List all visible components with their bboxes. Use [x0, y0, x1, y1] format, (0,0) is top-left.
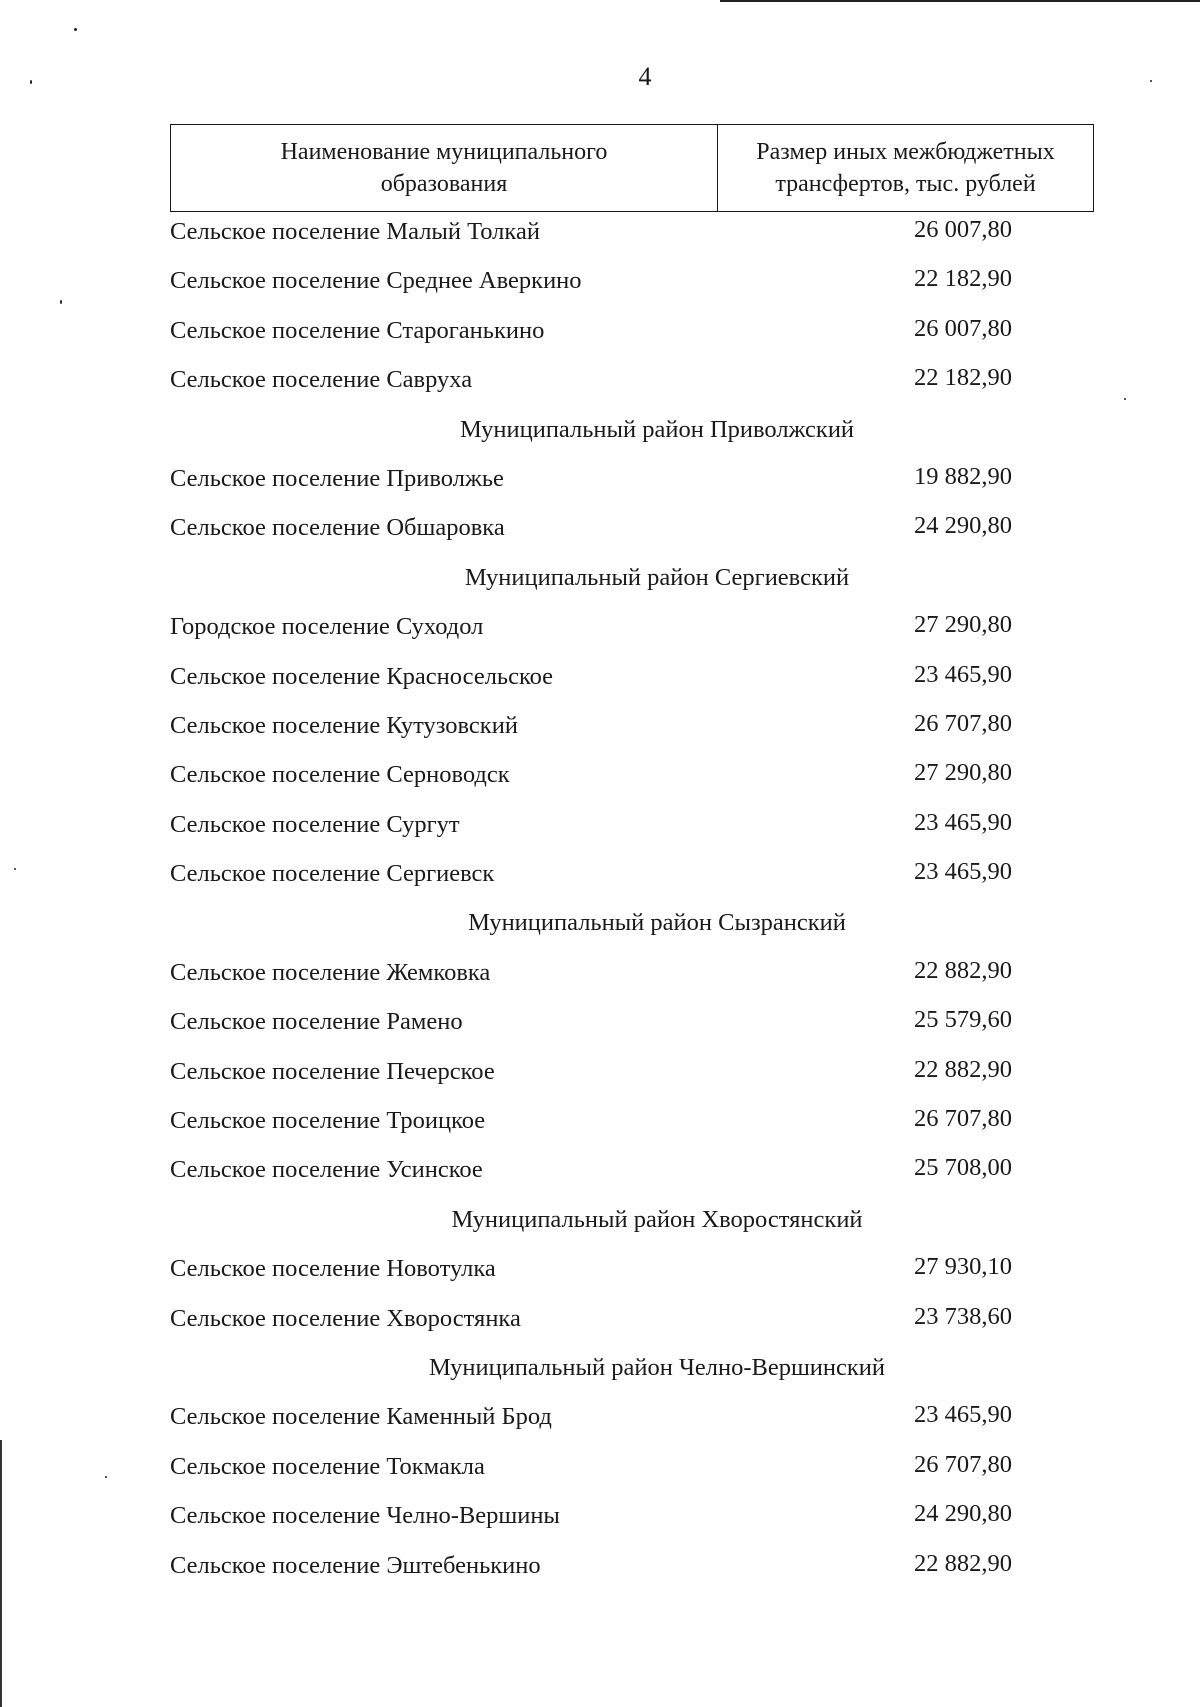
district-name: Муниципальный район Сызранский — [468, 909, 846, 937]
transfer-amount: 26 707,80 — [914, 1450, 1012, 1478]
settlement-name: Сельское поселение Каменный Брод — [170, 1403, 552, 1431]
transfer-amount: 25 708,00 — [914, 1154, 1012, 1182]
district-name: Муниципальный район Сергиевский — [464, 563, 850, 591]
settlement-name: Сельское поселение Староганькино — [170, 316, 545, 344]
header-name-column: Наименование муниципального образования — [171, 125, 718, 211]
table-row — [170, 1299, 1094, 1348]
table-header — [170, 124, 1094, 212]
table-row — [170, 706, 1094, 755]
district-heading-row — [170, 410, 1094, 459]
settlement-name: Сельское поселение Савруха — [170, 366, 473, 394]
transfer-amount: 27 930,10 — [914, 1253, 1012, 1281]
district-name: Муниципальный район Приволжский — [459, 415, 855, 443]
table-row — [170, 854, 1094, 903]
transfer-amount: 25 579,60 — [914, 1006, 1012, 1034]
transfer-amount: 22 882,90 — [914, 956, 1012, 984]
settlement-name: Сельское поселение Кутузовский — [170, 711, 518, 739]
header-value-column: Размер иных межбюджетных трансфертов, тыс. рублей — [756, 139, 1055, 197]
table-row — [170, 1447, 1094, 1496]
settlement-name: Сельское поселение Серноводск — [170, 761, 510, 789]
table-row — [170, 1249, 1094, 1298]
transfer-amount: 23 465,90 — [914, 858, 1012, 886]
table-row — [170, 805, 1094, 854]
transfer-amount: 19 882,90 — [914, 462, 1012, 490]
transfer-amount: 22 882,90 — [914, 1055, 1012, 1083]
settlement-name: Сельское поселение Токмакла — [170, 1452, 485, 1480]
transfer-amount: 27 290,80 — [914, 759, 1012, 787]
district-heading-row — [170, 1200, 1094, 1249]
table-row — [170, 1150, 1094, 1199]
settlement-name: Сельское поселение Рамено — [170, 1008, 463, 1036]
transfer-amount: 22 882,90 — [914, 1549, 1012, 1577]
table-row — [170, 1397, 1094, 1446]
transfer-amount: 23 465,90 — [914, 660, 1012, 688]
settlement-name: Сельское поселение Красносельское — [170, 662, 554, 690]
transfer-amount: 23 738,60 — [914, 1302, 1012, 1330]
page-number: 4 — [638, 62, 652, 91]
scan-edge-top — [720, 0, 1200, 2]
table-row — [170, 261, 1094, 310]
settlement-name: Сельское поселение Сергиевск — [170, 860, 495, 888]
settlement-name: Сельское поселение Троицкое — [170, 1107, 486, 1135]
table-row — [170, 360, 1094, 409]
scan-speck — [14, 868, 16, 870]
settlement-name: Сельское поселение Малый Толкай — [170, 218, 540, 245]
settlement-name: Сельское поселение Приволжье — [170, 464, 504, 492]
table-row — [170, 1101, 1094, 1150]
transfer-amount: 26 707,80 — [914, 709, 1012, 737]
settlement-name: Сельское поселение Среднее Аверкино — [170, 267, 582, 295]
table-row — [170, 1002, 1094, 1051]
transfer-amount: 22 182,90 — [914, 265, 1012, 293]
table-row — [170, 1052, 1094, 1101]
table-row — [170, 311, 1094, 360]
table-row — [170, 212, 1094, 261]
scan-speck — [105, 1476, 107, 1478]
transfer-amount: 24 290,80 — [914, 1500, 1012, 1528]
settlement-name: Городское поселение Суходол — [170, 613, 484, 641]
table-row — [170, 755, 1094, 804]
scan-speck — [60, 300, 62, 304]
settlement-name: Сельское поселение Хворостянка — [170, 1304, 521, 1332]
settlement-name: Сельское поселение Сургут — [170, 810, 460, 838]
transfer-amount: 23 465,90 — [914, 808, 1012, 836]
district-heading-row — [170, 903, 1094, 952]
table-row — [170, 1496, 1094, 1545]
table-row — [170, 657, 1094, 706]
settlement-name: Сельское поселение Эштебенькино — [170, 1551, 541, 1579]
transfer-amount: 23 465,90 — [914, 1401, 1012, 1429]
settlement-name: Сельское поселение Обшаровка — [170, 514, 505, 542]
transfer-amount: 26 007,80 — [914, 216, 1012, 243]
transfer-amount: 27 290,80 — [914, 611, 1012, 639]
table-row — [170, 459, 1094, 508]
settlement-name: Сельское поселение Новотулка — [170, 1255, 496, 1283]
table-body — [170, 212, 1094, 1595]
table-row — [170, 607, 1094, 656]
transfer-amount: 22 182,90 — [914, 364, 1012, 392]
transfer-amount: 26 707,80 — [914, 1105, 1012, 1133]
table-row — [170, 508, 1094, 557]
district-heading-row — [170, 558, 1094, 607]
transfer-amount: 24 290,80 — [914, 512, 1012, 540]
district-heading-row — [170, 1348, 1094, 1397]
table-row — [170, 953, 1094, 1002]
scan-edge-left — [0, 1440, 2, 1707]
settlement-name: Сельское поселение Печерское — [170, 1057, 495, 1085]
district-name: Муниципальный район Хворостянский — [451, 1205, 863, 1233]
table-row — [170, 1546, 1094, 1595]
settlement-name: Сельское поселение Жемковка — [170, 958, 491, 986]
settlement-name: Сельское поселение Челно-Вершины — [170, 1502, 560, 1530]
district-name: Муниципальный район Челно-Вершинский — [428, 1353, 886, 1381]
scan-speck — [1124, 398, 1126, 400]
scan-speck — [74, 28, 77, 31]
transfer-amount: 26 007,80 — [914, 314, 1012, 342]
settlement-name: Сельское поселение Усинское — [170, 1156, 483, 1184]
